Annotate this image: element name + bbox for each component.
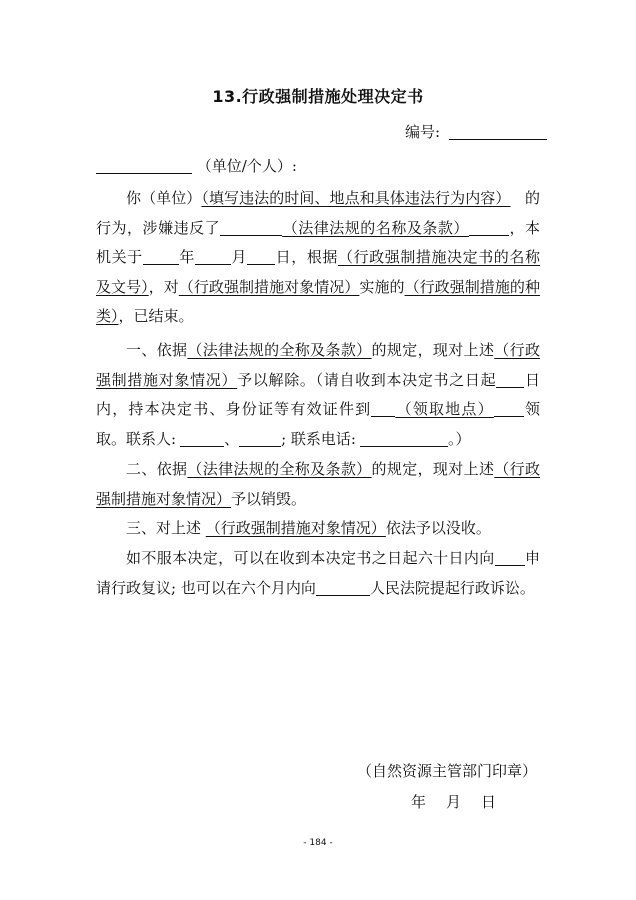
document-number-row (405, 121, 547, 142)
blank-year[interactable] (143, 250, 179, 265)
page-number: - 184 - (303, 838, 333, 848)
text-regarding: 三、对上述 (126, 519, 202, 537)
field-measure-type[interactable]: （行政强制措施的种类） (96, 277, 540, 325)
text-year: 年 (178, 248, 195, 266)
text-contact: 领取。联系人: (96, 400, 540, 448)
blank-law-post[interactable] (469, 221, 509, 236)
blank-review-agency[interactable] (495, 551, 525, 566)
blank-contact-1[interactable] (180, 432, 224, 447)
field-law-name[interactable]: （法律法规的名称及条款） (282, 218, 469, 237)
text-you-unit: 你（单位） (126, 189, 202, 207)
text-provision-1: 的规定，现对上述 (371, 341, 495, 359)
field-measure-object[interactable]: （行政强制措施对象情况） (178, 277, 360, 296)
document-number-label: 编号: (405, 123, 441, 141)
blank-court[interactable] (316, 581, 370, 596)
recipient-suffix: （单位/个人）: (196, 157, 297, 175)
paragraph-release (96, 336, 540, 454)
field-law-fullname-2[interactable]: （法律法规的全称及条款） (187, 460, 372, 478)
text-appeal-3: 人民法院提起行政诉讼。 (369, 578, 535, 597)
document-number-blank[interactable] (449, 125, 547, 140)
field-measure-object-2[interactable]: （行政强制措施对象情况） (96, 460, 540, 508)
text-this-agency: ，本机关于 (96, 218, 540, 266)
document-title: 13.行政强制措施处理决定书 (212, 87, 424, 106)
blank-month[interactable] (195, 250, 231, 265)
date-year-label: 年 (411, 793, 427, 811)
text-separator: 、 (224, 429, 240, 448)
text-release: 予以解除。（请自收到本决定书之日起 (237, 370, 497, 389)
blank-days[interactable] (496, 373, 524, 388)
paragraph-destroy (96, 455, 540, 514)
field-measure-object-3[interactable]: （行政强制措施对象情况） (205, 519, 386, 537)
date-day-label: 日 (481, 793, 497, 811)
text-violation: 的行为，涉嫌违反了 (96, 189, 540, 237)
blank-location-pre[interactable] (371, 402, 395, 417)
recipient-row (96, 155, 297, 176)
field-pickup-location[interactable]: （领取地点） (395, 400, 494, 418)
blank-contact-2[interactable] (239, 432, 281, 447)
paragraph-appeal (96, 544, 540, 603)
text-ended: ，已结束。 (118, 307, 194, 325)
text-to: ，对 (148, 277, 179, 296)
field-decision-doc[interactable]: （行政强制措施决定书的名称及文号） (96, 248, 540, 296)
blank-day[interactable] (247, 250, 275, 265)
text-day-according: 日，根据 (275, 248, 338, 266)
text-implemented: 实施的 (359, 277, 405, 296)
seal-text: （自然资源主管部门印章） (357, 762, 538, 780)
date-month-label: 月 (446, 793, 462, 811)
blank-location-post[interactable] (494, 402, 524, 417)
text-phone: ; 联系电话: (281, 429, 356, 448)
paragraph-confiscate (96, 514, 540, 544)
text-basis-2: 二、依据 (126, 460, 188, 478)
blank-phone[interactable] (360, 432, 448, 447)
text-close: 。） (447, 429, 471, 448)
field-measure-object-1[interactable]: （行政强制措施对象情况） (96, 341, 540, 389)
text-appeal-1: 如不服本决定，可以在收到本决定书之日起六十日内向 (126, 549, 495, 567)
recipient-blank[interactable] (96, 159, 192, 174)
text-month: 月 (230, 248, 248, 266)
text-confiscate: 依法予以没收。 (385, 519, 491, 537)
field-law-fullname-1[interactable]: （法律法规的全称及条款） (187, 341, 372, 359)
text-destroy: 予以销毁。 (231, 489, 307, 508)
field-violation-content[interactable]: （填写违法的时间、地点和具体违法行为内容） (201, 189, 511, 207)
text-within-days: 日内，持本决定书、身份证等有效证件到 (96, 370, 540, 418)
date-row (411, 791, 496, 812)
paragraph-intro (96, 184, 540, 332)
text-appeal-2: 申请行政复议; 也可以在六个月内向 (96, 549, 540, 597)
text-basis-1: 一、依据 (126, 341, 188, 359)
text-provision-2: 的规定，现对上述 (371, 460, 495, 478)
blank-law-pre[interactable] (220, 221, 282, 236)
